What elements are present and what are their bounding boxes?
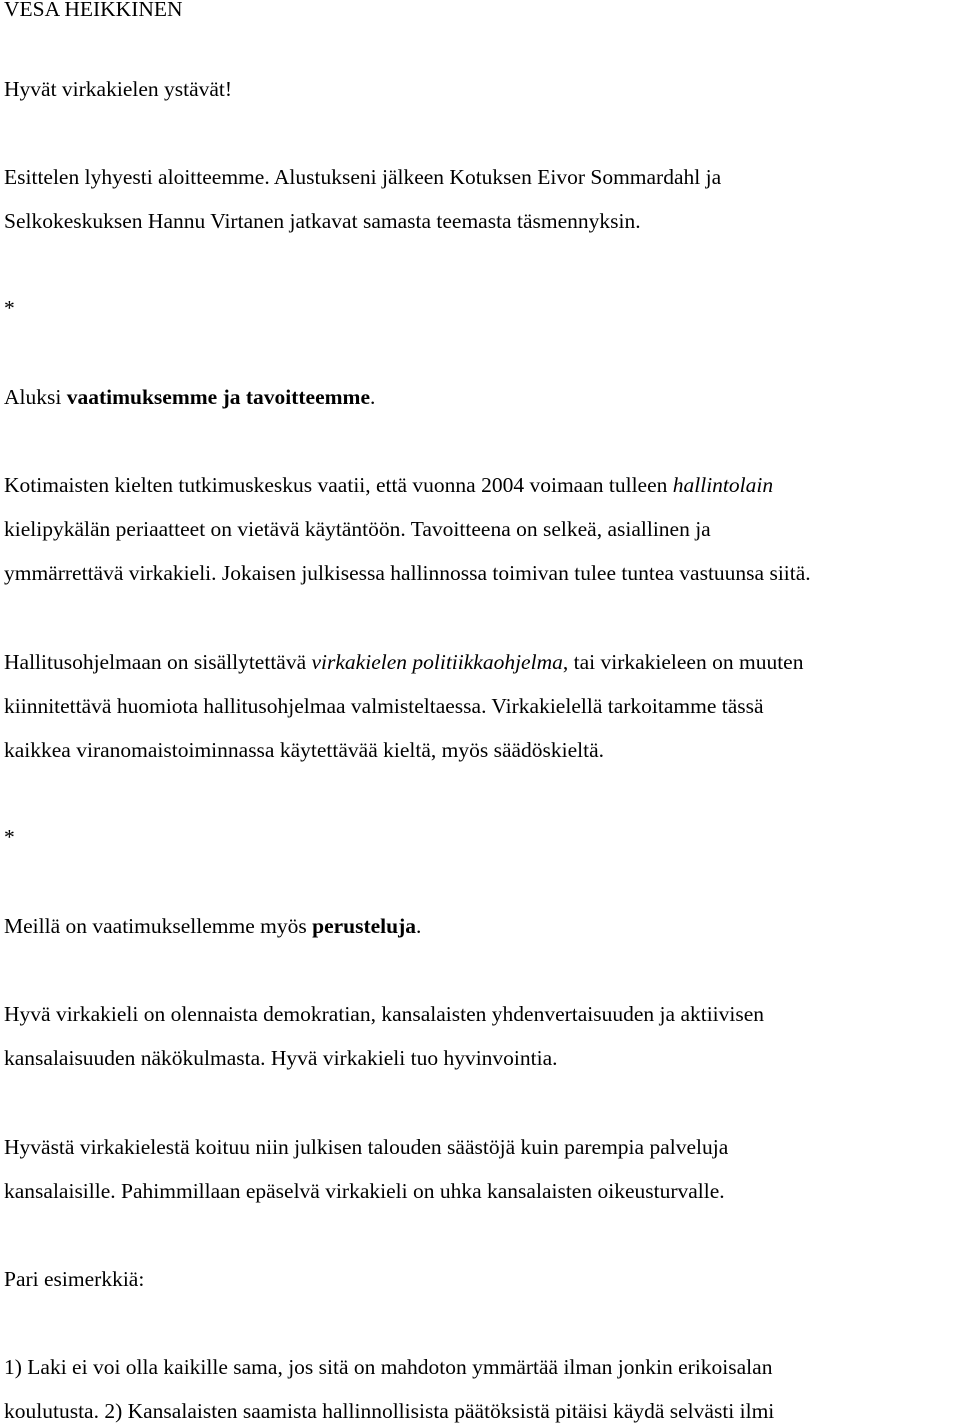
examples-heading: Pari esimerkkiä: [4,1267,145,1291]
heading-bold-text: vaatimuksemme ja tavoitteemme [66,385,371,409]
paragraph-line: kansalaisuuden näkökulmasta. Hyvä virkakieli tuo hyvinvointia. [4,1046,558,1070]
italic-term: hallintolain [672,473,774,497]
paragraph-line: kansalaisille. Pahimmillaan epäselvä virkakieli on uhka kansalaisten oikeusturvalle. [4,1179,725,1203]
body-text: , tai virkakieleen on muuten [562,650,804,674]
intro-line-1: Esittelen lyhyesti aloitteemme. Alustukseni jälkeen Kotuksen Eivor Sommardahl ja [4,165,722,189]
example-line: koulutusta. 2) Kansalaisten saamista hallinnollisista päätöksistä pitäisi käydä selvästi ilmi [4,1399,775,1423]
paragraph-line [4,472,773,498]
example-line: 1) Laki ei voi olla kaikille sama, jos sitä on mahdoton ymmärtää ilman jonkin erikoisalan [4,1355,773,1379]
separator-asterisk: * [4,825,15,849]
paragraph-line: kiinnitettävä huomiota hallitusohjelmaa valmisteltaessa. Virkakielellä tarkoitamme tässä [4,694,764,718]
heading-bold-text: perusteluja [312,914,417,938]
italic-term: virkakielen politiikkaohjelma [311,650,563,674]
body-text: Kotimaisten kielten tutkimuskeskus vaatii, että vuonna 2004 voimaan tulleen [4,473,673,497]
heading-text: Meillä on vaatimuksellemme myös [4,914,313,938]
section-heading-requirements [4,384,375,410]
separator-asterisk: * [4,296,15,320]
section-heading-reasons [4,913,421,939]
paragraph-line: kaikkea viranomaistoiminnassa käytettävää kieltä, myös säädöskieltä. [4,738,605,762]
paragraph-line [4,649,803,675]
paragraph-line: Hyvä virkakieli on olennaista demokratian, kansalaisten yhdenvertaisuuden ja aktiivisen [4,1002,765,1026]
intro-line-2: Selkokeskuksen Hannu Virtanen jatkavat samasta teemasta täsmennyksin. [4,209,641,233]
author-name: VESA HEIKKINEN [4,0,183,21]
body-text: Hallitusohjelmaan on sisällytettävä [4,650,312,674]
heading-period: . [416,914,422,938]
paragraph-line: Hyvästä virkakielestä koituu niin julkisen talouden säästöjä kuin parempia palveluja [4,1135,729,1159]
heading-text: Aluksi [4,385,67,409]
paragraph-line: kielipykälän periaatteet on vietävä käytäntöön. Tavoitteena on selkeä, asiallinen ja [4,517,711,541]
greeting: Hyvät virkakielen ystävät! [4,77,233,101]
heading-period: . [370,385,376,409]
paragraph-line: ymmärrettävä virkakieli. Jokaisen julkisessa hallinnossa toimivan tulee tuntea vastuunsa siitä. [4,561,811,585]
